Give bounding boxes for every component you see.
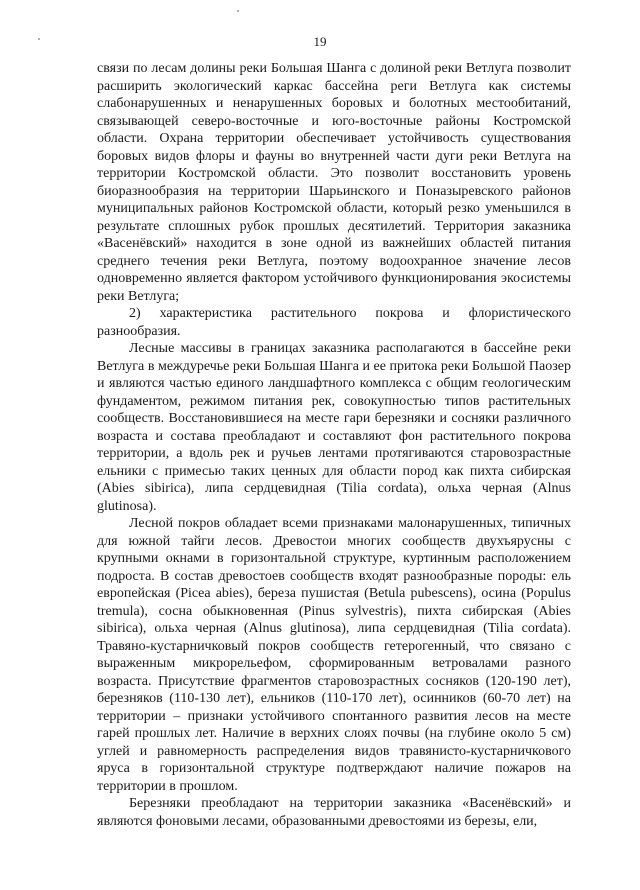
- scan-speck: [237, 10, 239, 12]
- paragraph-1: связи по лесам долины реки Большая Шанга с долиной реки Ветлуга позволит расширить экологический каркас бассейна реги Ветлуга как системы слабонарушенных и ненарушенных боровых и болотных местообитаний, связывающей северо-восточные и юго-восточные районы Костромской области. Охрана территории обеспечивает устойчивость существования боровых видов флоры и фауны во внутренней части дуги реки Ветлуга на территории Костромской области. Это позволит восстановить уровень биоразнообразия на территории Шарьинского и Поназыревского районов муниципальных районов Костромской области, который резко уменьшился в результате сплошных рубок прошлых десятилетий. Территория заказника «Васенёвский» находится в зоне одной из важнейших областей питания среднего течения реки Ветлуга, поэтому водоохранное значение лесов одновременно является фактором устойчивого функционирования экосистемы реки Ветлуга;: [97, 61, 571, 304]
- paragraph-5: Березняки преобладают на территории заказника «Васенёвский» и являются фоновыми лесами, образованными древостоями из березы, ели,: [97, 796, 571, 829]
- paragraph-4: Лесной покров обладает всеми признаками малонарушенных, типичных для южной тайги лесов. Древостои многих сообществ двухъярусны с крупными окнами в горизонтальной структуре, куртинным расположением подроста. В состав древостоев сообществ входят разнообразные породы: ель европейская (Picea abies), береза пушистая (Betula pubescens), осина (Populus tremula), сосна обыкновенная (Pinus sylvestris), пихта сибирская (Abies sibirica), ольха черная (Alnus glutinosa), липа сердцевидная (Tilia cordata). Травяно-кустарничковый покров сообществ гетерогенный, что связано с выраженным микрорельефом, сформированным ветровалами разного возраста. Присутствие фрагментов старовозрастных сосняков (120-190 лет), березняков (110-130 лет), ельников (110-170 лет), осинников (60-70 лет) на территории – признаки устойчивого спонтанного развития лесов на месте гарей прошлых лет. Наличие в верхних слоях почвы (на глубине около 5 см) углей и равномерность распределения видов травянисто-кустарничкового яруса в горизонтальной структуре подтверждают наличие пожаров на территории в прошлом.: [97, 516, 571, 794]
- document-body: [97, 60, 571, 830]
- page-number: 19: [313, 34, 327, 49]
- paragraph-2: 2) характеристика растительного покрова и флористического разнообразия.: [97, 306, 571, 339]
- paragraph-3: Лесные массивы в границах заказника располагаются в бассейне реки Ветлуга в междуречье реки Большая Шанга и ее притока реки Большой Паозер и являются частью единого ландшафтного комплекса с общим геологическим фундаментом, режимом питания рек, совокупностью типов растительных сообществ. Восстановившиеся на месте гари березняки и сосняки различного возраста и состава преобладают и составляют фон растительного покрова территории, а вдоль рек и ручьев лентами протягиваются старовозрастные ельники с примесью таких ценных для области пород как пихта сибирская (Abies sibirica), липа сердцевидная (Tilia cordata), ольха черная (Alnus glutinosa).: [97, 341, 571, 514]
